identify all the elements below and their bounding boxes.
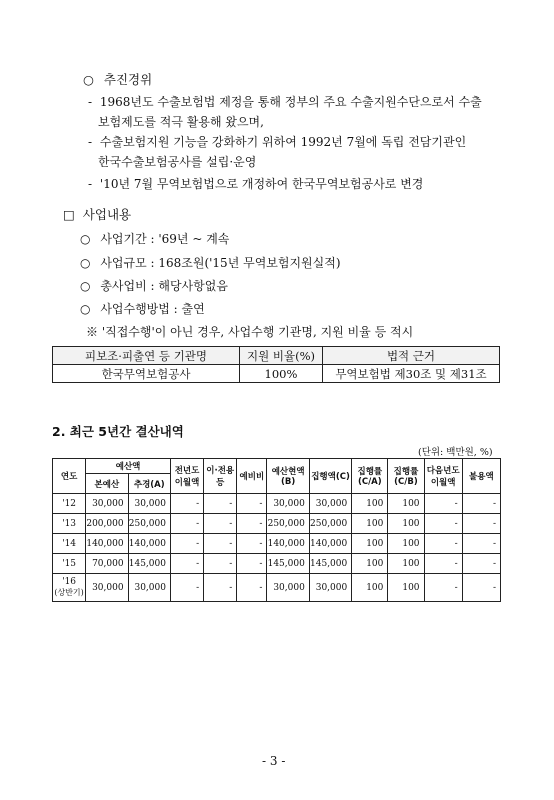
table-cell: 145,000 <box>309 554 351 574</box>
table-cell: - <box>204 494 237 514</box>
year-cell <box>53 574 86 602</box>
table-cell: - <box>237 554 267 574</box>
table-cell: - <box>462 514 500 534</box>
table-cell: - <box>204 574 237 602</box>
history-line: 보험제도를 적극 활용해 왔으며, <box>98 115 264 129</box>
history-item <box>88 175 423 192</box>
table-cell: - <box>170 494 203 514</box>
table-cell: 100 <box>352 514 388 534</box>
table-row <box>53 514 501 534</box>
header-supp: 추경(A) <box>128 474 170 494</box>
year-cell <box>53 514 86 534</box>
table-cell: - <box>170 574 203 602</box>
business-note: ※ '직접수행'이 아닌 경우, 사업수행 기관명, 지원 비율 등 적시 <box>86 325 414 339</box>
grantee-cell: 한국무역보험공사 <box>53 365 240 383</box>
business-item <box>80 254 341 271</box>
circle-bullet-icon: ○ <box>80 256 91 270</box>
header-reserve: 예비비 <box>237 459 267 494</box>
section-title: 2. 최근 5년간 결산내역 <box>52 424 184 439</box>
history-line: 수출보험지원 기능을 강화하기 위하여 1992년 7월에 독립 전담기관인 <box>99 135 467 149</box>
table-cell: 250,000 <box>128 514 170 534</box>
business-item <box>80 277 228 294</box>
table-cell: 100 <box>388 494 424 514</box>
circle-bullet-icon: ○ <box>80 232 91 246</box>
table-row <box>53 574 501 602</box>
history-heading <box>83 70 152 88</box>
table-cell: 250,000 <box>267 514 309 534</box>
history-item <box>88 133 466 150</box>
table-cell: 30,000 <box>86 574 128 602</box>
header-rate-cb: 집행률(C/B) <box>388 459 424 494</box>
business-title: 사업내용 <box>82 207 132 222</box>
page-number: - 3 - <box>262 754 286 768</box>
table-cell: 140,000 <box>309 534 351 554</box>
year-cell <box>53 534 86 554</box>
header-current: 예산현액(B) <box>267 459 309 494</box>
table-cell: - <box>237 534 267 554</box>
table-row <box>53 554 501 574</box>
table-cell: 100 <box>352 534 388 554</box>
table-cell: - <box>462 534 500 554</box>
dash-bullet: - <box>88 177 93 191</box>
table-cell: 30,000 <box>128 494 170 514</box>
header-transfer: 이·전용등 <box>204 459 237 494</box>
history-item <box>88 93 482 110</box>
table-cell: 100 <box>352 554 388 574</box>
table-cell: - <box>204 514 237 534</box>
table-cell: 145,000 <box>267 554 309 574</box>
year-subtext: (상반기) <box>54 588 84 597</box>
history-line: 1968년도 수출보험법 제정을 통해 정부의 주요 수출지원수단으로서 수출 <box>99 95 482 109</box>
table-cell: 145,000 <box>128 554 170 574</box>
table-cell: - <box>204 554 237 574</box>
table-cell: 30,000 <box>86 494 128 514</box>
year-cell <box>53 554 86 574</box>
business-item-text: 총사업비 : 해당사항없음 <box>100 279 228 293</box>
header-main-budget: 본예산 <box>86 474 128 494</box>
header-budget-group: 예산액 <box>86 459 171 474</box>
business-heading <box>63 205 131 223</box>
grantee-header-row <box>53 347 500 365</box>
table-cell: 30,000 <box>128 574 170 602</box>
table-cell: - <box>462 494 500 514</box>
table-cell: 100 <box>352 574 388 602</box>
table-cell: - <box>462 554 500 574</box>
table-row <box>53 494 501 514</box>
unit-label: (단위: 백만원, %) <box>418 447 493 458</box>
dash-bullet: - <box>88 135 93 149</box>
year-text: '12 <box>62 498 77 509</box>
table-cell: - <box>462 574 500 602</box>
history-line: '10년 7월 무역보험법으로 개정하여 한국무역보험공사로 변경 <box>99 177 424 191</box>
header-carry-out: 다음년도이월액 <box>424 459 462 494</box>
table-cell: 140,000 <box>128 534 170 554</box>
table-cell: - <box>204 534 237 554</box>
business-item-text: 사업규모 : 168조원('15년 무역보험지원실적) <box>100 256 341 270</box>
header-year: 연도 <box>53 459 86 494</box>
square-bullet-icon: □ <box>63 207 75 222</box>
table-cell: 70,000 <box>86 554 128 574</box>
table-cell: 30,000 <box>309 574 351 602</box>
settlement-table <box>52 458 501 602</box>
business-item <box>80 230 229 247</box>
table-cell: - <box>170 514 203 534</box>
table-cell: 200,000 <box>86 514 128 534</box>
table-cell: - <box>424 534 462 554</box>
table-cell: - <box>424 514 462 534</box>
table-cell: 100 <box>352 494 388 514</box>
circle-bullet-icon: ○ <box>80 279 91 293</box>
table-cell: 100 <box>388 574 424 602</box>
table-cell: - <box>170 534 203 554</box>
table-cell: 100 <box>388 534 424 554</box>
table-cell: 250,000 <box>309 514 351 534</box>
grantee-row <box>53 365 500 383</box>
table-cell: 30,000 <box>309 494 351 514</box>
table-cell: 30,000 <box>267 494 309 514</box>
header-unused: 불용액 <box>462 459 500 494</box>
year-text: '15 <box>62 558 77 569</box>
header-carry-in: 전년도이월액 <box>170 459 203 494</box>
history-line: 한국수출보험공사를 설립·운영 <box>98 155 257 169</box>
year-text: '13 <box>62 518 77 529</box>
table-cell: 100 <box>388 514 424 534</box>
business-item-text: 사업수행방법 : 출연 <box>100 302 205 316</box>
year-text: '14 <box>62 538 77 549</box>
grantee-table <box>52 346 500 383</box>
table-cell: - <box>424 494 462 514</box>
year-text: '16 <box>62 577 77 587</box>
table-cell: 100 <box>388 554 424 574</box>
table-cell: - <box>237 574 267 602</box>
grantee-cell: 무역보험법 제30조 및 제31조 <box>323 365 500 383</box>
settlement-header-row <box>53 459 501 474</box>
table-cell: - <box>424 574 462 602</box>
table-cell: - <box>237 494 267 514</box>
table-cell: 140,000 <box>267 534 309 554</box>
circle-bullet-icon: ○ <box>83 72 94 87</box>
table-cell: - <box>237 514 267 534</box>
table-cell: 140,000 <box>86 534 128 554</box>
business-item-text: 사업기간 : '69년 ~ 계속 <box>100 232 230 246</box>
header-exec: 집행액(C) <box>309 459 351 494</box>
table-row <box>53 534 501 554</box>
history-title: 추진경위 <box>103 72 153 87</box>
grantee-header-cell: 지원 비율(%) <box>240 347 323 365</box>
table-cell: 30,000 <box>267 574 309 602</box>
grantee-header-cell: 법적 근거 <box>323 347 500 365</box>
table-cell: - <box>424 554 462 574</box>
grantee-header-cell: 피보조·피출연 등 기관명 <box>53 347 240 365</box>
grantee-cell: 100% <box>240 365 323 383</box>
dash-bullet: - <box>88 95 93 109</box>
business-item <box>80 300 205 317</box>
table-cell: - <box>170 554 203 574</box>
year-cell <box>53 494 86 514</box>
header-rate-ca: 집행률(C/A) <box>352 459 388 494</box>
circle-bullet-icon: ○ <box>80 302 91 316</box>
